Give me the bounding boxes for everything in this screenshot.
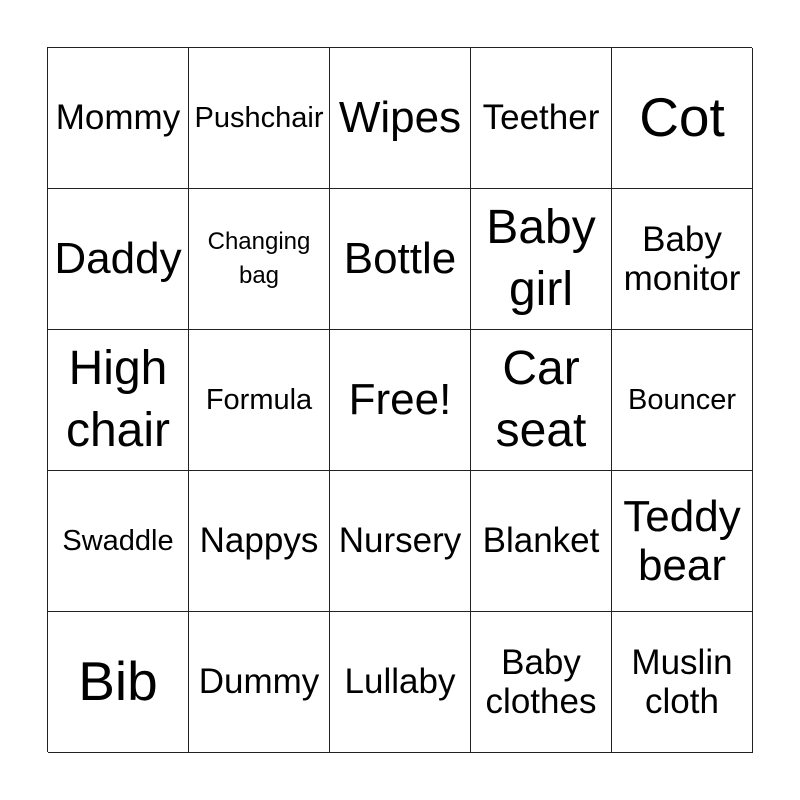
bingo-cell[interactable]: Dummy bbox=[189, 612, 330, 753]
bingo-cell[interactable]: Car seat bbox=[471, 330, 612, 471]
bingo-cell[interactable]: Bib bbox=[48, 612, 189, 753]
bingo-cell[interactable]: Nappys bbox=[189, 471, 330, 612]
bingo-cell[interactable]: Mommy bbox=[48, 48, 189, 189]
bingo-cell[interactable]: Muslin cloth bbox=[612, 612, 753, 753]
bingo-cell-free[interactable]: Free! bbox=[330, 330, 471, 471]
bingo-cell[interactable]: Wipes bbox=[330, 48, 471, 189]
bingo-cell[interactable]: Baby girl bbox=[471, 189, 612, 330]
bingo-cell[interactable]: Nursery bbox=[330, 471, 471, 612]
bingo-cell[interactable]: Daddy bbox=[48, 189, 189, 330]
bingo-cell[interactable]: Changing bag bbox=[189, 189, 330, 330]
bingo-cell[interactable]: Cot bbox=[612, 48, 753, 189]
bingo-cell[interactable]: High chair bbox=[48, 330, 189, 471]
bingo-cell[interactable]: Swaddle bbox=[48, 471, 189, 612]
bingo-cell[interactable]: Baby monitor bbox=[612, 189, 753, 330]
bingo-board bbox=[47, 47, 752, 752]
bingo-cell[interactable]: Bottle bbox=[330, 189, 471, 330]
bingo-cell[interactable]: Formula bbox=[189, 330, 330, 471]
bingo-cell[interactable]: Pushchair bbox=[189, 48, 330, 189]
bingo-cell[interactable]: Baby clothes bbox=[471, 612, 612, 753]
bingo-cell[interactable]: Teddy bear bbox=[612, 471, 753, 612]
bingo-cell[interactable]: Blanket bbox=[471, 471, 612, 612]
bingo-cell[interactable]: Bouncer bbox=[612, 330, 753, 471]
bingo-cell[interactable]: Lullaby bbox=[330, 612, 471, 753]
bingo-cell[interactable]: Teether bbox=[471, 48, 612, 189]
